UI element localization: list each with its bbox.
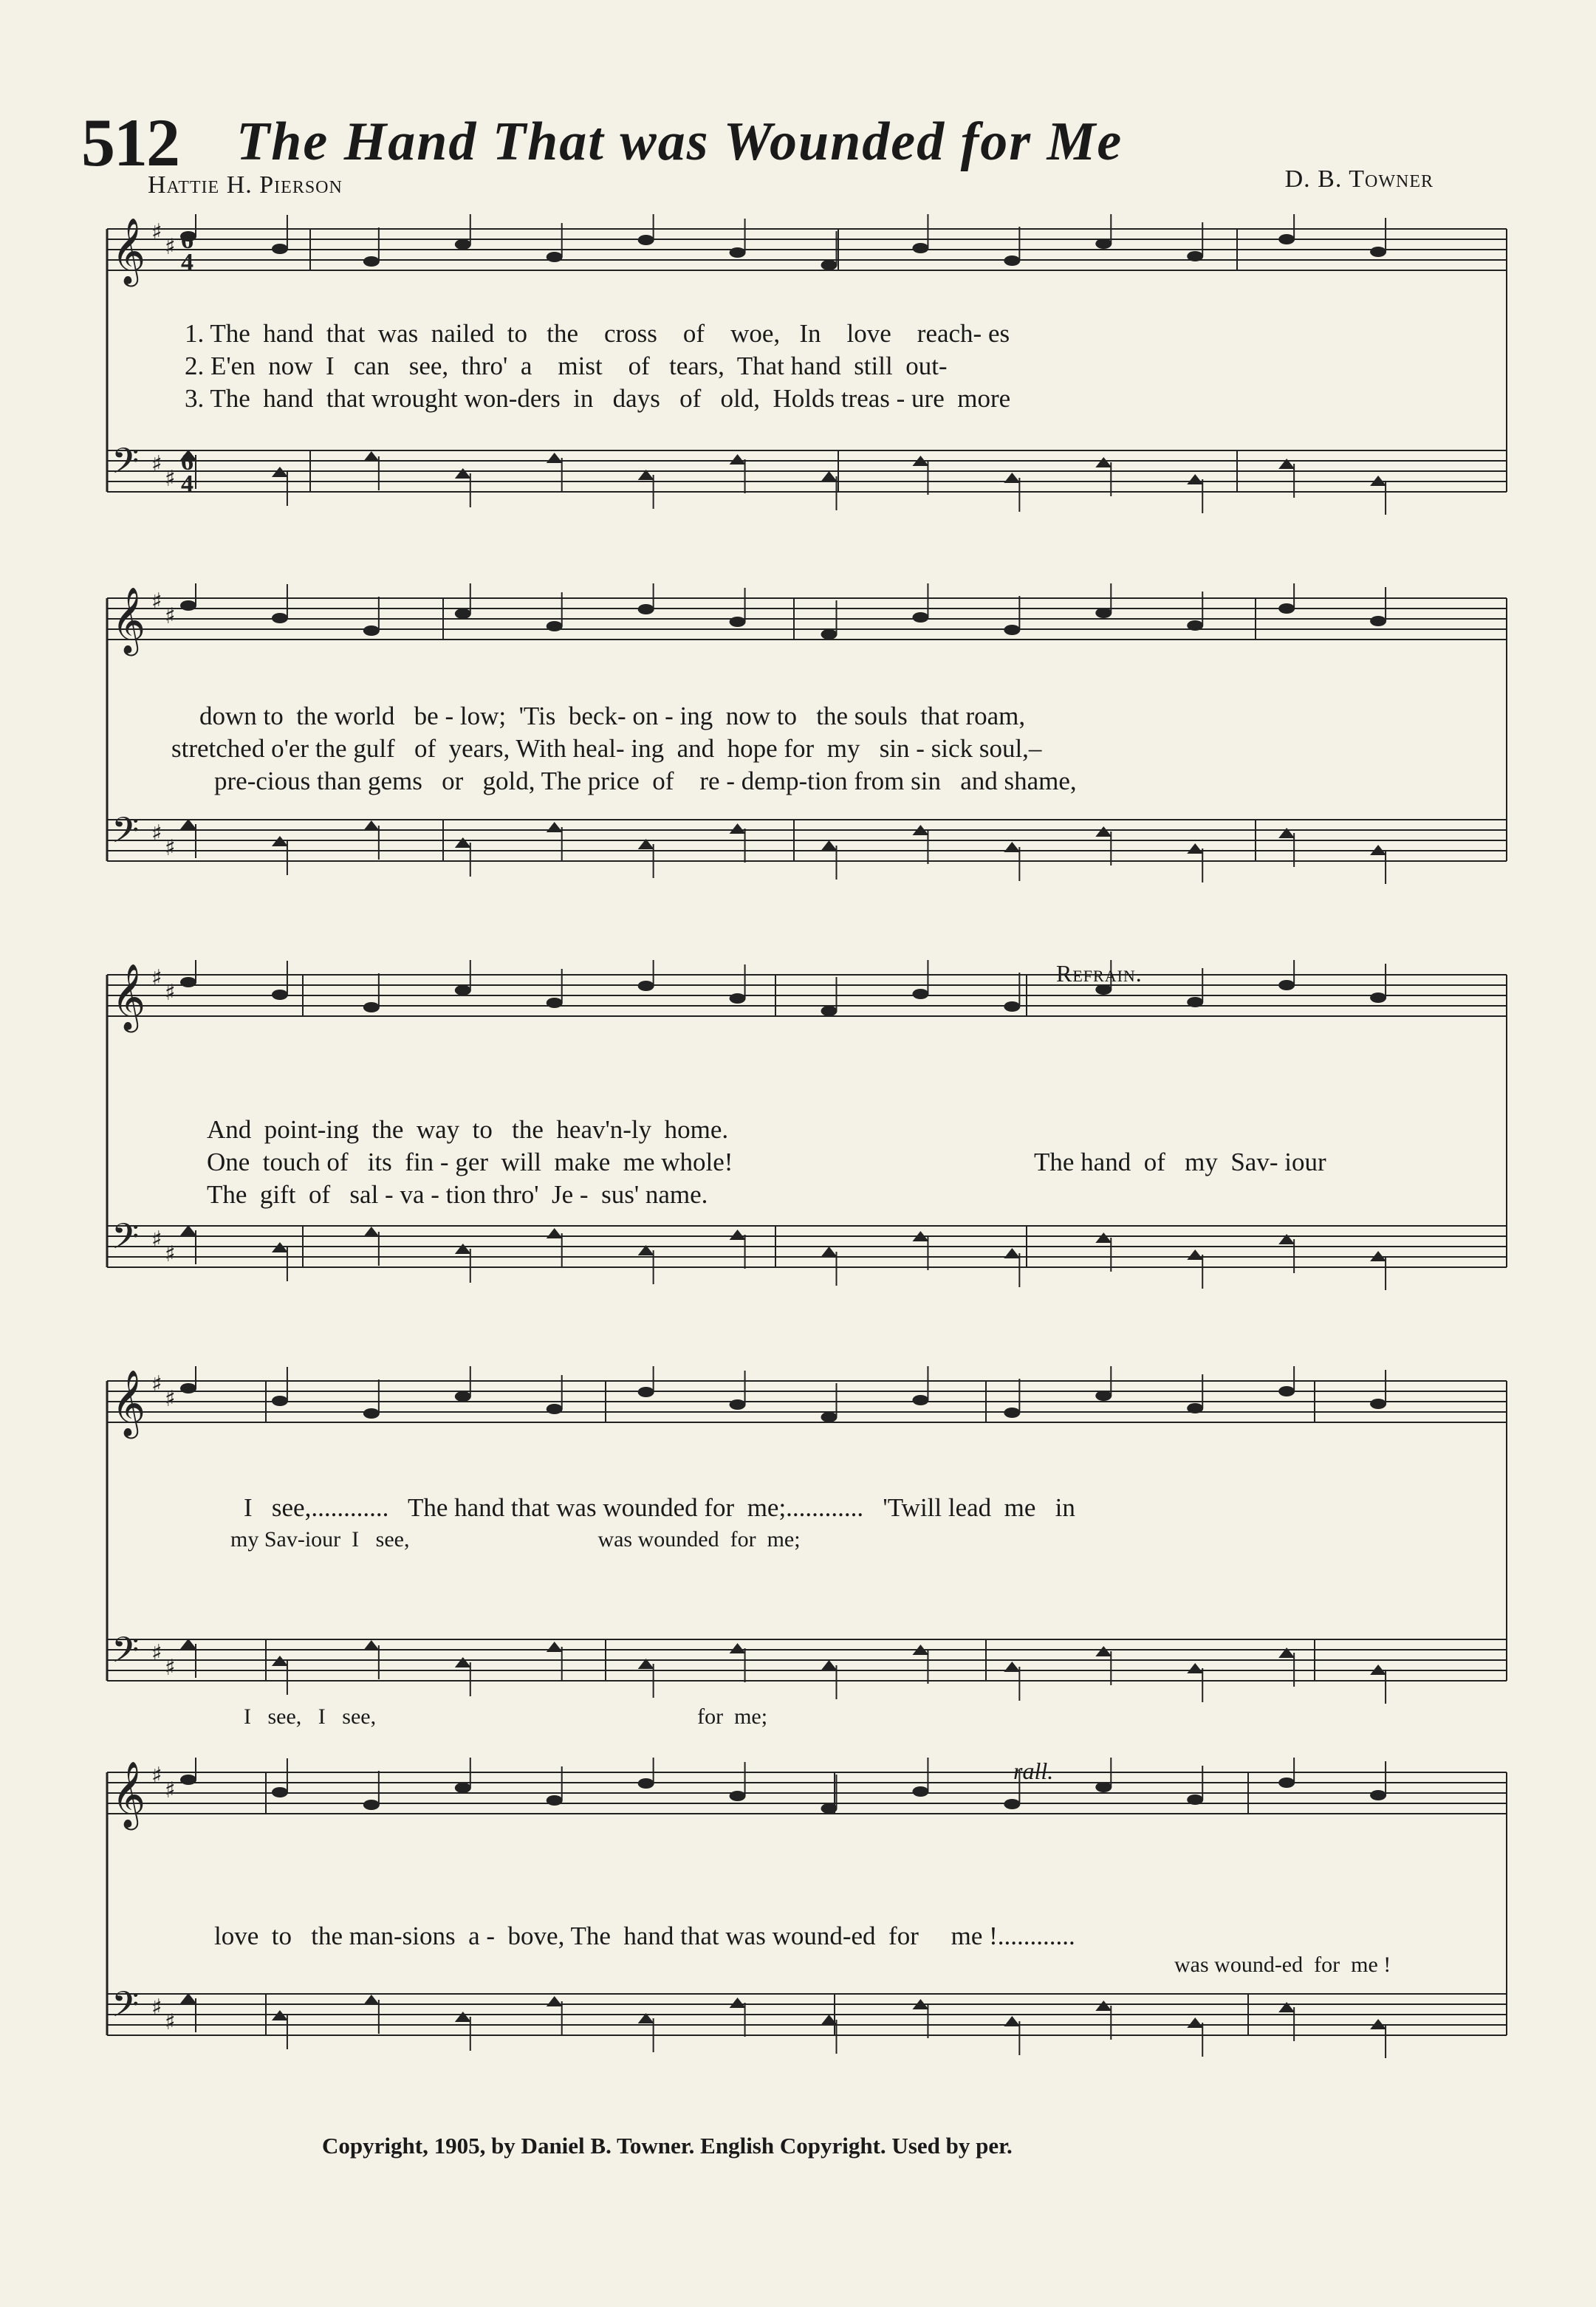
note-head (363, 256, 380, 267)
note-head (1004, 842, 1020, 852)
note-head (1187, 474, 1203, 484)
note-head (1187, 1663, 1203, 1673)
note-head (455, 1244, 471, 1254)
note-head (1095, 1391, 1112, 1401)
sharp-sign: ♯ (151, 1227, 162, 1252)
copyright-notice: Copyright, 1905, by Daniel B. Towner. English Copyright. Used by per. (322, 2133, 1013, 2159)
note-head (730, 1791, 746, 1801)
rall-marking: rall. (1013, 1758, 1054, 1784)
note-head (1095, 1782, 1112, 1792)
note-head (912, 989, 928, 999)
sharp-sign: ♯ (151, 1995, 162, 2020)
sharp-sign: ♯ (165, 1655, 176, 1681)
note-head (363, 1227, 380, 1237)
note-head (1370, 1790, 1386, 1800)
sharp-sign: ♯ (165, 2009, 176, 2035)
sharp-sign: ♯ (151, 219, 162, 245)
sharp-sign: ♯ (151, 1640, 162, 1666)
note-head (730, 1230, 746, 1240)
note-head (821, 1803, 838, 1814)
note-head (821, 840, 838, 851)
note-head (821, 260, 838, 270)
author-credit: Hattie H. Pierson (148, 171, 343, 199)
note-head (547, 1795, 563, 1806)
note-head (363, 820, 380, 831)
composer-credit: D. B. Towner (1284, 165, 1434, 193)
treble-clef: 𝄞 (112, 964, 146, 1030)
hymn-title: The Hand That was Wounded for Me (236, 112, 1123, 172)
note-head (730, 1399, 746, 1410)
note-head (821, 629, 838, 640)
note-head (638, 1387, 654, 1397)
note-head (180, 819, 196, 829)
note-head (547, 1228, 563, 1238)
note-head (455, 468, 471, 479)
note-head (180, 1225, 196, 1235)
note-head (547, 621, 563, 631)
note-head (455, 2012, 471, 2022)
note-head (821, 1412, 838, 1422)
note-head (1370, 993, 1386, 1003)
time-signature-top: 6 (181, 448, 193, 476)
refrain-lyric: The hand of my Sav- iour (1034, 1148, 1326, 1176)
verse-1-lyric: down to the world be - low; 'Tis beck- on - ing now to the souls that roam, (199, 702, 1026, 730)
note-head (455, 1391, 471, 1402)
sharp-sign: ♯ (165, 603, 176, 629)
refrain-label: Refrain. (1056, 960, 1143, 987)
note-head (1278, 1778, 1295, 1788)
note-head (638, 235, 654, 245)
bass-clef: 𝄢 (112, 809, 140, 860)
treble-clef: 𝄞 (112, 1761, 146, 1828)
note-head (547, 1642, 563, 1652)
note-head (1187, 997, 1203, 1007)
note-head (1004, 625, 1020, 635)
refrain-alto-lyric: my Sav-iour I see, was wounded for me; (230, 1527, 801, 1552)
note-head (730, 1998, 746, 2008)
note-head (180, 977, 196, 987)
note-head (1187, 843, 1203, 854)
note-head (363, 1408, 380, 1419)
note-head (1278, 234, 1295, 244)
note-head (1095, 826, 1112, 837)
treble-clef: 𝄞 (112, 587, 146, 654)
note-head (1004, 473, 1020, 483)
note-head (821, 1247, 838, 1257)
note-head (180, 1383, 196, 1394)
hymn-number: 512 (81, 105, 179, 180)
note-head (547, 998, 563, 1008)
note-head (455, 239, 471, 250)
note-head (1095, 608, 1112, 618)
note-head (821, 1660, 838, 1670)
note-head (912, 1786, 928, 1797)
note-head (912, 612, 928, 623)
sharp-sign: ♯ (151, 820, 162, 846)
note-head (1095, 2001, 1112, 2011)
sharp-sign: ♯ (151, 451, 162, 477)
note-head (180, 1639, 196, 1649)
music-system-4 (0, 1366, 1596, 1750)
note-head (1095, 1233, 1112, 1243)
note-head (1004, 1248, 1020, 1258)
note-head (1187, 1250, 1203, 1260)
note-head (547, 252, 563, 262)
bass-clef: 𝄢 (112, 440, 140, 490)
bass-clef: 𝄢 (112, 1216, 140, 1266)
note-head (821, 471, 838, 481)
note-head (1095, 457, 1112, 467)
note-head (638, 604, 654, 614)
sharp-sign: ♯ (151, 965, 162, 991)
sharp-sign: ♯ (165, 1778, 176, 1803)
time-signature-bottom: 4 (181, 470, 193, 498)
grand-staff (0, 1366, 1596, 1750)
note-head (1187, 620, 1203, 631)
note-head (547, 453, 563, 463)
sharp-sign: ♯ (151, 589, 162, 614)
note-head (730, 617, 746, 627)
verse-2-lyric: stretched o'er the gulf of years, With heal- ing and hope for my sin - sick soul,– (171, 734, 1042, 763)
sharp-sign: ♯ (165, 1241, 176, 1267)
verse-3-lyric: pre-cious than gems or gold, The price of re - demp-tion from sin and shame, (214, 767, 1077, 795)
note-head (1004, 2016, 1020, 2026)
note-head (730, 993, 746, 1004)
note-head (272, 613, 288, 623)
note-head (363, 1800, 380, 1810)
treble-clef: 𝄞 (112, 218, 146, 284)
note-head (821, 1006, 838, 1016)
note-head (1004, 1408, 1020, 1418)
music-system-1 (0, 214, 1596, 561)
note-head (730, 1643, 746, 1653)
note-head (1370, 247, 1386, 257)
note-head (1370, 1399, 1386, 1409)
note-head (363, 451, 380, 462)
note-head (272, 990, 288, 1000)
note-head (1187, 1794, 1203, 1805)
note-head (180, 600, 196, 611)
note-head (272, 1787, 288, 1797)
note-head (547, 1996, 563, 2006)
music-system-3 (0, 960, 1596, 1337)
note-head (547, 1404, 563, 1414)
note-head (1187, 251, 1203, 261)
note-head (1095, 239, 1112, 249)
time-signature-top: 6 (181, 227, 193, 254)
sharp-sign: ♯ (165, 980, 176, 1006)
treble-clef: 𝄞 (112, 1370, 146, 1436)
note-head (1004, 1662, 1020, 1672)
note-head (1004, 1001, 1020, 1012)
note-head (180, 1993, 196, 2003)
verse-3-lyric: The gift of sal - va - tion thro' Je - sus' name. (207, 1180, 708, 1209)
sharp-sign: ♯ (151, 1371, 162, 1397)
bass-clef: 𝄢 (112, 1629, 140, 1679)
verse-1-lyric: 1. The hand that was nailed to the cross of woe, In love reach- es (185, 319, 1010, 348)
sharp-sign: ♯ (165, 1386, 176, 1412)
note-head (730, 823, 746, 834)
note-head (272, 1396, 288, 1406)
note-head (363, 1640, 380, 1650)
note-head (638, 1778, 654, 1789)
note-head (912, 1395, 928, 1405)
note-head (1278, 980, 1295, 990)
note-head (363, 1002, 380, 1012)
refrain-soprano-lyric: I see,............ The hand that was wounded for me;............ 'Twill lead me in (244, 1493, 1075, 1522)
note-head (1095, 1646, 1112, 1656)
note-head (547, 822, 563, 832)
note-head (1187, 1403, 1203, 1413)
verse-1-lyric: And point-ing the way to the heav'n-ly home. (207, 1115, 729, 1144)
note-head (363, 625, 380, 636)
sharp-sign: ♯ (165, 234, 176, 260)
music-system-5 (0, 1758, 1596, 2105)
note-head (455, 609, 471, 619)
music-system-2 (0, 583, 1596, 930)
note-head (455, 985, 471, 995)
note-head (272, 244, 288, 254)
note-head (730, 454, 746, 465)
note-head (730, 247, 746, 258)
verse-3-lyric: 3. The hand that wrought won-ders in days of old, Holds treas - ure more (185, 384, 1011, 413)
note-head (455, 837, 471, 848)
note-head (1004, 1799, 1020, 1809)
refrain-alto-lyric: was wound-ed for me ! (1174, 1953, 1391, 1977)
note-head (1278, 1386, 1295, 1396)
verse-2-lyric: One touch of its fin - ger will make me whole! (207, 1148, 733, 1176)
note-head (455, 1657, 471, 1667)
note-head (180, 1775, 196, 1785)
note-head (363, 1995, 380, 2005)
note-head (638, 981, 654, 991)
verse-2-lyric: 2. E'en now I can see, thro' a mist of tears, That hand still out- (185, 352, 948, 380)
bass-clef: 𝄢 (112, 1984, 140, 2034)
sharp-sign: ♯ (151, 1763, 162, 1789)
note-head (1278, 603, 1295, 614)
refrain-bass-lyric: I see, I see, for me; (244, 1704, 768, 1729)
sharp-sign: ♯ (165, 466, 176, 492)
note-head (1004, 256, 1020, 266)
note-head (1370, 616, 1386, 626)
note-head (912, 243, 928, 253)
sharp-sign: ♯ (165, 835, 176, 861)
time-signature-bottom: 4 (181, 249, 193, 276)
refrain-soprano-lyric: love to the man-sions a - bove, The hand that was wound-ed for me !............ (214, 1922, 1075, 1950)
note-head (1187, 2018, 1203, 2028)
note-head (455, 1783, 471, 1793)
